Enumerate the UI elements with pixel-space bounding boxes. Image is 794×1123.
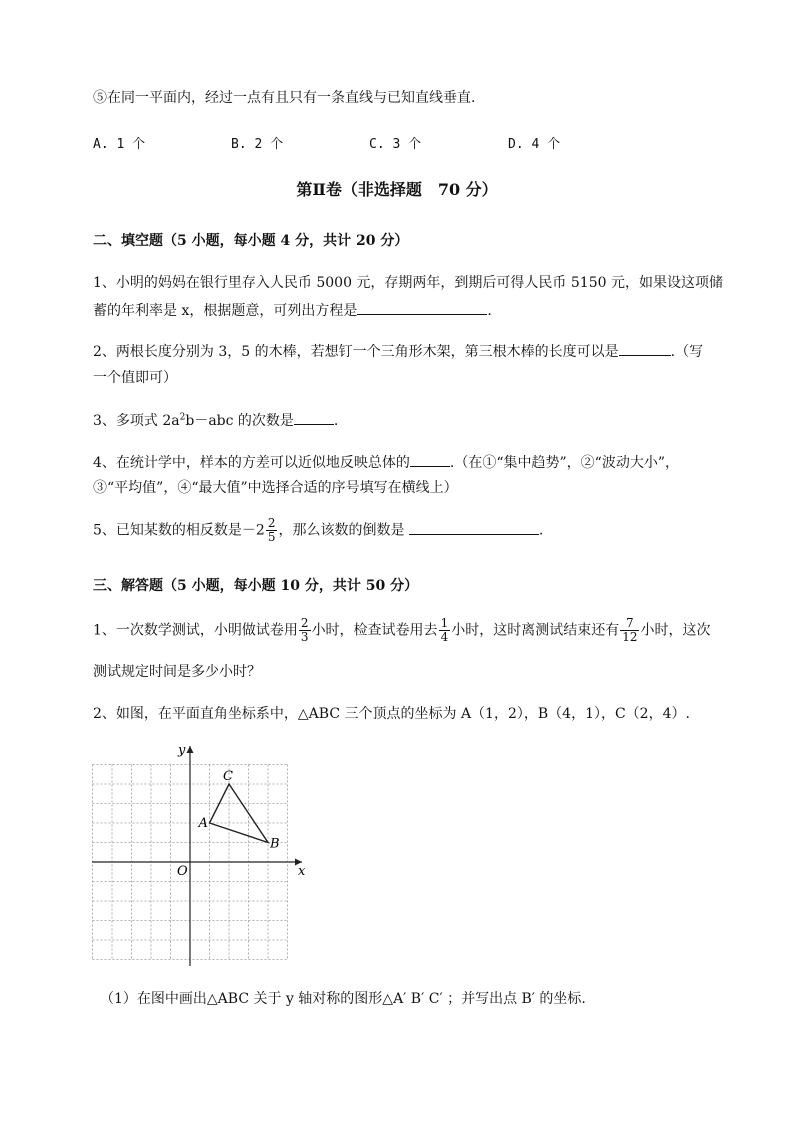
- fill-section-heading: 二、填空题（5 小题，每小题 4 分，共计 20 分）: [93, 233, 409, 249]
- x-axis-label: x: [298, 864, 306, 879]
- fill-q1-line2: [93, 300, 492, 320]
- fraction: [266, 517, 278, 544]
- q5-statement: ⑤在同一平面内，经过一点有且只有一条直线与已知直线垂直.: [93, 90, 476, 106]
- fill-q3-text-a: 3、多项式 2a: [93, 413, 180, 429]
- fraction-numerator: 1: [440, 616, 449, 630]
- option-d: D. 4 个: [508, 137, 561, 152]
- fill-q2-line2: 一个值即可）: [93, 370, 177, 386]
- fill-q4-line2: ③“平均值”，④“最大值”中选择合适的序号填写在横线上）: [93, 480, 458, 496]
- coordinate-grid-figure: [90, 738, 315, 970]
- fill-q5: [93, 517, 543, 544]
- fill-q4-text: 4、在统计学中，样本的方差可以近似地反映总体的: [93, 455, 410, 471]
- fill-q2-line1: [93, 341, 703, 361]
- answer-q1-text-a: 1、一次数学测试，小明做试卷用: [93, 622, 298, 639]
- answer-q1-line1: [93, 617, 710, 644]
- vertex-c-label: C: [223, 769, 233, 784]
- answer-blank[interactable]: [619, 341, 671, 356]
- answer-q1-text-b: 小时，检查试卷用去: [311, 622, 438, 639]
- answer-blank[interactable]: [294, 410, 334, 425]
- fill-q5-end: .: [538, 522, 544, 539]
- y-axis-label: y: [178, 743, 186, 758]
- answer-q2-sub1: （1）在图中画出△ABC 关于 y 轴对称的图形△A′ B′ C′ ；并写出点 B′ 的坐标.: [100, 991, 586, 1007]
- fraction: [299, 617, 311, 644]
- fill-q3-text-b: b－abc 的次数是: [185, 413, 294, 429]
- fraction: [439, 617, 451, 644]
- fill-q5-text-b: ，那么该数的倒数是: [278, 522, 405, 539]
- fill-q1-end: .: [487, 303, 492, 319]
- answer-blank[interactable]: [357, 300, 487, 315]
- fraction-denominator: 5: [267, 530, 276, 544]
- fill-q2-text: 2、两根长度分别为 3，5 的木棒，若想钉一个三角形木架，第三根木棒的长度可以是: [93, 344, 619, 360]
- fill-q5-text-a: 5、已知某数的相反数是－2: [93, 522, 265, 539]
- option-a: A. 1 个: [93, 137, 146, 152]
- triangle-abc: [210, 784, 269, 843]
- fill-q2-end: .（写: [670, 344, 704, 360]
- answer-blank[interactable]: [410, 452, 450, 467]
- answer-section-heading: 三、解答题（5 小题，每小题 10 分，共计 50 分）: [93, 578, 419, 594]
- fraction-numerator: 7: [620, 617, 639, 631]
- fill-q1-line1: 1、小明的妈妈在银行里存入人民币 5000 元，存期两年，到期后可得人民币 5150 元，如果设这项储: [93, 275, 723, 291]
- fraction-denominator: 4: [440, 630, 449, 644]
- part-title: 第Ⅱ卷（非选择题 70 分）: [296, 180, 498, 199]
- answer-blank[interactable]: [409, 520, 539, 535]
- fraction-denominator: 3: [300, 630, 309, 644]
- answer-q1-text-d: 小时，这次: [640, 622, 711, 639]
- fraction-numerator: 2: [300, 616, 309, 630]
- fill-q3: [93, 410, 338, 430]
- fill-q4-end: .（在①“集中趋势”，②“波动大小”，: [449, 455, 679, 471]
- origin-label: O: [177, 864, 188, 879]
- fraction: [620, 617, 639, 644]
- fraction-numerator: 2: [267, 516, 276, 530]
- fill-q1-text: 蓄的年利率是 x，根据题意，可列出方程是: [93, 303, 358, 319]
- option-b: B. 2 个: [231, 137, 284, 152]
- option-c: C. 3 个: [369, 137, 422, 152]
- fraction-denominator: 12: [622, 630, 638, 644]
- fill-q4-line1: [93, 452, 679, 472]
- vertex-a-label: A: [198, 816, 208, 831]
- vertex-b-label: B: [270, 836, 280, 852]
- answer-q1-line2: 测试规定时间是多少小时？: [93, 664, 261, 680]
- answer-q2: 2、如图，在平面直角坐标系中，△ABC 三个顶点的坐标为 A（1，2），B（4，1），C（2，4）.: [93, 706, 690, 722]
- fill-q3-end: .: [333, 413, 339, 429]
- fill-q3-exponent: 2: [179, 412, 186, 423]
- answer-q1-text-c: 小时，这时离测试结束还有: [451, 622, 620, 639]
